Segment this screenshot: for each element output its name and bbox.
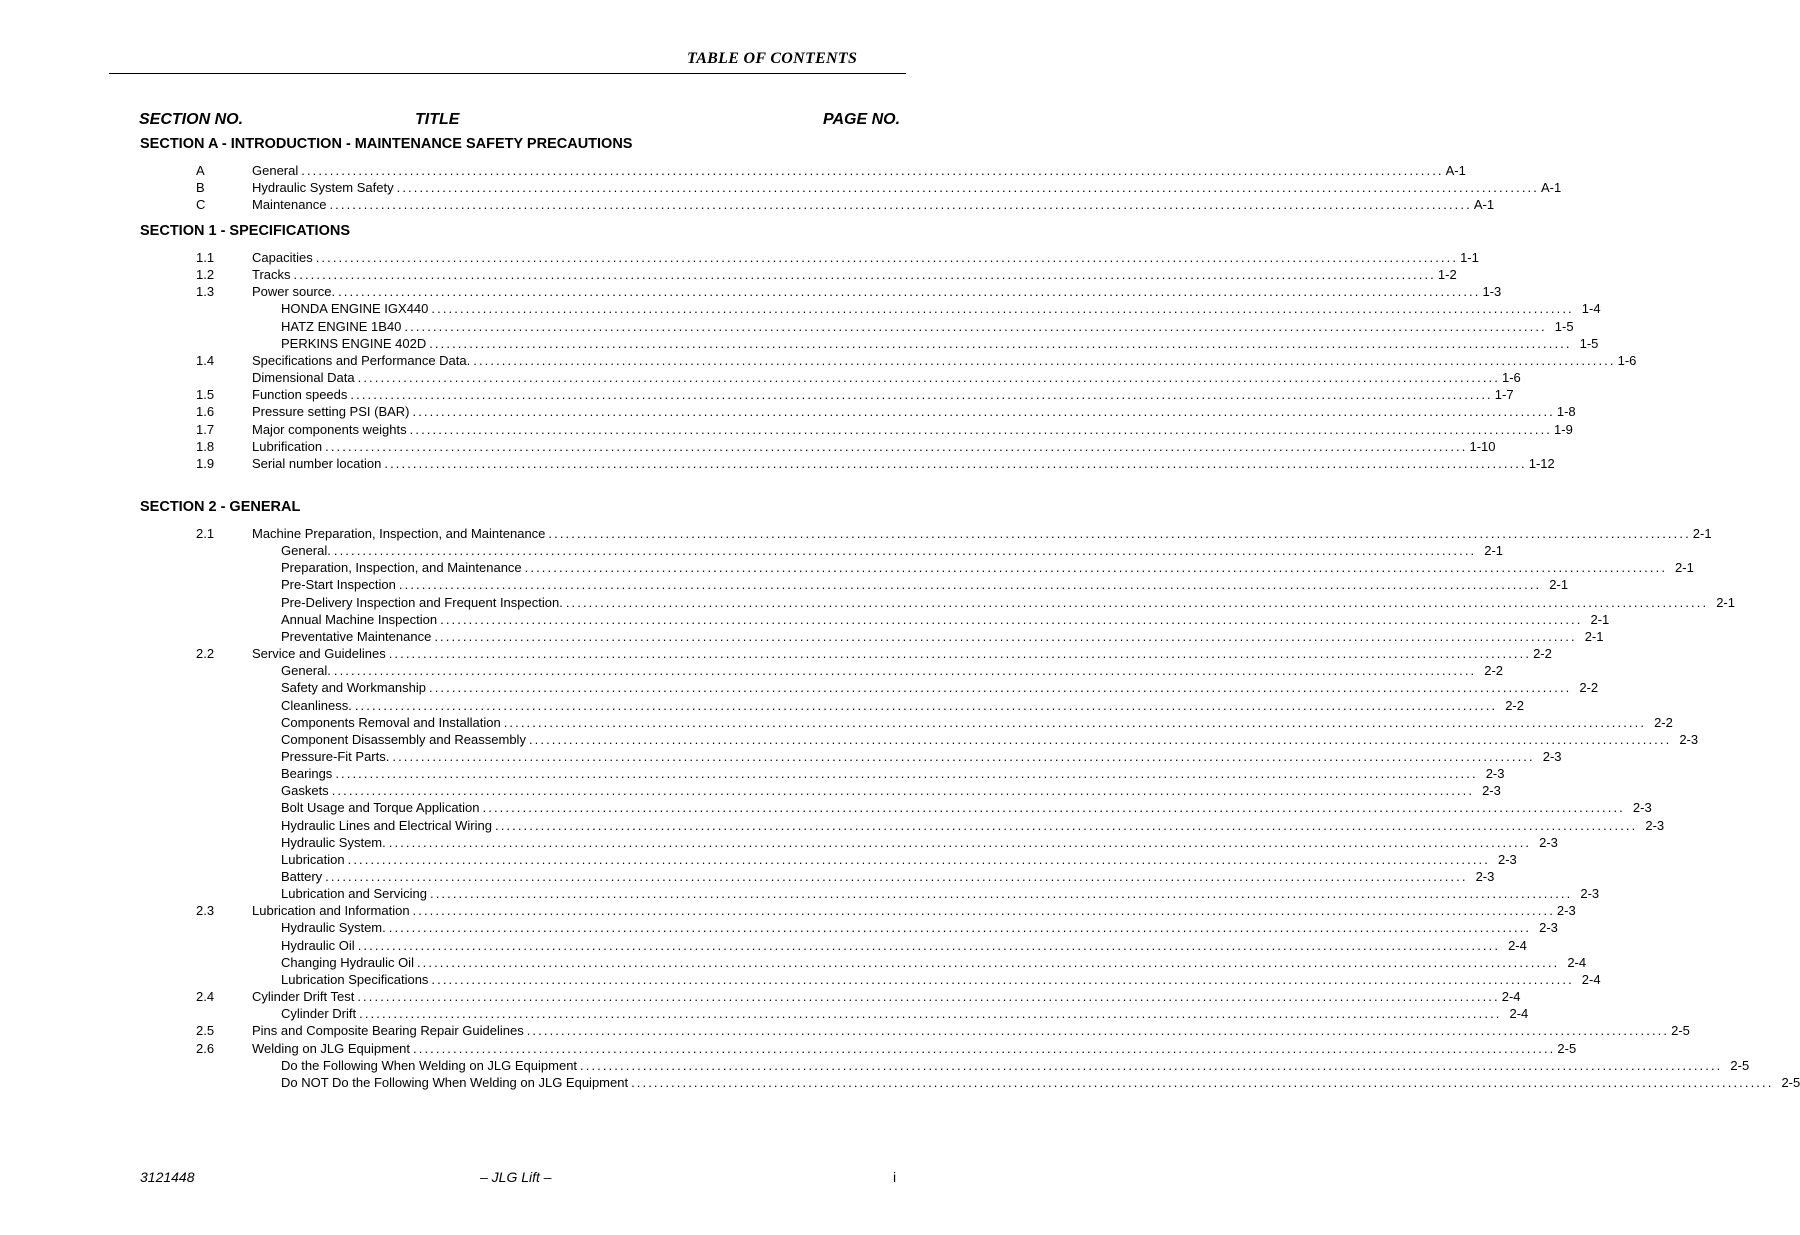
dot-leader: ........................................................................................................................................................................................................ bbox=[357, 370, 1500, 386]
toc-entry-page: 2-3 bbox=[1632, 800, 1652, 816]
toc-entry[interactable] bbox=[281, 318, 1574, 335]
dot-leader: ........................................................................................................................................................................................................ bbox=[301, 163, 1444, 178]
toc-entry-number: C bbox=[196, 197, 206, 213]
column-head-title: TITLE bbox=[415, 111, 460, 128]
toc-entry-title: Welding on JLG Equipment bbox=[252, 1040, 411, 1056]
toc-entry[interactable] bbox=[252, 1022, 1690, 1039]
dot-leader: ........................................................................................................................................................................................................ bbox=[429, 886, 1573, 902]
toc-entry-title: Maintenance bbox=[252, 197, 327, 213]
toc-entry[interactable] bbox=[252, 196, 1495, 213]
toc-entry-page: 1-4 bbox=[1581, 301, 1601, 317]
toc-entry-page: 2-2 bbox=[1533, 646, 1552, 662]
toc-entry[interactable] bbox=[252, 386, 1514, 403]
dot-leader: ........................................................................................................................................................................................................ bbox=[338, 284, 1481, 300]
toc-entry-page: 1-5 bbox=[1554, 318, 1574, 334]
dot-leader: ........................................................................................................................................................................................................ bbox=[409, 421, 1553, 437]
toc-entry-page: 2-3 bbox=[1497, 851, 1517, 867]
dot-leader: ........................................................................................................................................................................................................ bbox=[429, 680, 1572, 696]
dot-leader: ........................................................................................................................................................................................................ bbox=[384, 455, 1527, 471]
toc-entry[interactable] bbox=[252, 162, 1466, 179]
toc-entry-title: Cylinder Drift Test bbox=[252, 989, 355, 1005]
dot-leader: ........................................................................................................................................................................................................ bbox=[350, 387, 1493, 403]
toc-entry-title: Gaskets bbox=[281, 783, 329, 799]
dot-leader: ........................................................................................................................................................................................................ bbox=[494, 817, 1638, 833]
toc-entry[interactable] bbox=[252, 403, 1576, 420]
toc-entry-page: 1-8 bbox=[1556, 404, 1576, 420]
dot-leader: ........................................................................................................................................................................................................ bbox=[388, 834, 1532, 850]
toc-entry-number: 1.1 bbox=[196, 250, 215, 265]
toc-entry[interactable] bbox=[252, 249, 1479, 266]
toc-entry-title: Hydraulic System Safety bbox=[252, 180, 394, 196]
toc-entry-number: 2.5 bbox=[196, 1023, 215, 1039]
toc-entry-page: 2-1 bbox=[1675, 560, 1694, 576]
toc-entry[interactable] bbox=[252, 438, 1496, 455]
toc-entry-title: Hydraulic Lines and Electrical Wiring bbox=[281, 817, 492, 833]
toc-entry[interactable] bbox=[281, 834, 1558, 851]
toc-entry-page: 2-2 bbox=[1579, 680, 1599, 696]
toc-entry-number: 1.2 bbox=[196, 267, 215, 283]
toc-entry-title: Function speeds bbox=[252, 387, 348, 403]
dot-leader: ........................................................................................................................................................................................................ bbox=[404, 318, 1547, 334]
toc-entry[interactable] bbox=[252, 266, 1457, 283]
toc-entry-page: 2-5 bbox=[1557, 1040, 1577, 1056]
dot-leader: ........................................................................................................................................................................................................ bbox=[434, 628, 1577, 644]
toc-entry-title: Hydraulic Oil bbox=[281, 937, 355, 953]
toc-entry-title: Pre-Delivery Inspection and Frequent Inspection. bbox=[281, 594, 563, 610]
dot-leader: ........................................................................................................................................................................................................ bbox=[359, 1006, 1502, 1022]
toc-entry-page: 2-3 bbox=[1556, 903, 1576, 919]
toc-entry-title: Lubrication and Servicing bbox=[281, 886, 427, 902]
toc-entry[interactable] bbox=[281, 611, 1610, 628]
toc-entry-page: 1-12 bbox=[1528, 455, 1555, 471]
toc-entry-page: 2-2 bbox=[1505, 697, 1524, 713]
toc-entry-page: 1-6 bbox=[1501, 370, 1521, 386]
toc-entry-number: 1.3 bbox=[196, 284, 215, 300]
dot-leader: ........................................................................................................................................................................................................ bbox=[528, 731, 1672, 747]
toc-entry-page: 2-3 bbox=[1542, 748, 1562, 764]
dot-leader: ........................................................................................................................................................................................................ bbox=[357, 937, 1501, 953]
dot-leader: ........................................................................................................................................................................................................ bbox=[440, 611, 1583, 627]
toc-entry[interactable] bbox=[281, 594, 1735, 611]
toc-entry[interactable] bbox=[281, 731, 1699, 748]
toc-entry-title: Pressure setting PSI (BAR) bbox=[252, 404, 410, 420]
page-header-title: TABLE OF CONTENTS bbox=[687, 50, 858, 67]
toc-entry-page: 1-6 bbox=[1617, 352, 1637, 368]
toc-entry-title: Lubrification bbox=[252, 438, 323, 454]
toc-entry-page: 2-5 bbox=[1730, 1057, 1750, 1073]
toc-entry[interactable] bbox=[252, 352, 1637, 369]
toc-entry[interactable] bbox=[281, 628, 1604, 645]
toc-entry-title: Machine Preparation, Inspection, and Maintenance bbox=[252, 526, 546, 541]
toc-entry[interactable] bbox=[281, 697, 1524, 714]
toc-entry-title: Power source. bbox=[252, 284, 336, 300]
toc-entry-title: Preparation, Inspection, and Maintenance bbox=[281, 560, 522, 576]
toc-entry-title: Annual Machine Inspection bbox=[281, 611, 438, 627]
toc-entry-number: 1.9 bbox=[196, 455, 215, 471]
dot-leader: ........................................................................................................................................................................................................ bbox=[413, 1040, 1556, 1056]
toc-entry-page: 2-4 bbox=[1509, 1006, 1529, 1022]
toc-entry[interactable] bbox=[281, 937, 1527, 954]
dot-leader: ........................................................................................................................................................................................................ bbox=[329, 197, 1472, 213]
toc-entry[interactable] bbox=[281, 868, 1495, 885]
toc-entry[interactable] bbox=[281, 817, 1665, 834]
toc-entry-page: 2-3 bbox=[1645, 817, 1665, 833]
toc-entry-page: A-1 bbox=[1473, 197, 1495, 213]
toc-entry[interactable] bbox=[281, 782, 1501, 799]
toc-entry-page: 2-1 bbox=[1692, 526, 1712, 541]
toc-entry-page: 2-3 bbox=[1539, 834, 1558, 850]
toc-entry-title: Do the Following When Welding on JLG Equipment bbox=[281, 1057, 578, 1073]
column-head-section: SECTION NO. bbox=[139, 111, 244, 128]
toc-entry-title: Capacities bbox=[252, 250, 313, 265]
toc-entry-title: Serial number location bbox=[252, 455, 382, 471]
toc-entry-page: 2-3 bbox=[1679, 731, 1699, 747]
toc-entry[interactable] bbox=[281, 1057, 1750, 1074]
toc-entry-page: 1-10 bbox=[1469, 438, 1496, 454]
toc-entry-page: 2-3 bbox=[1475, 869, 1495, 884]
toc-entry[interactable] bbox=[252, 179, 1562, 196]
toc-entry-title: Components Removal and Installation bbox=[281, 714, 501, 730]
toc-entry[interactable] bbox=[252, 369, 1521, 386]
toc-entry-title: Lubrication and Information bbox=[252, 903, 410, 919]
toc-entry-page: 1-2 bbox=[1437, 267, 1457, 283]
toc-entry-title: General bbox=[252, 163, 299, 178]
toc-entry[interactable] bbox=[252, 421, 1573, 438]
toc-entry-title: Dimensional Data bbox=[252, 370, 355, 386]
toc-entry-page: 2-3 bbox=[1485, 766, 1505, 782]
dot-leader: ........................................................................................................................................................................................................ bbox=[331, 783, 1475, 799]
toc-entry[interactable] bbox=[281, 919, 1558, 936]
toc-entry[interactable] bbox=[252, 988, 1521, 1005]
dot-leader: ........................................................................................................................................................................................................ bbox=[412, 404, 1555, 420]
toc-entry-page: 2-1 bbox=[1716, 594, 1735, 610]
toc-entry[interactable] bbox=[281, 542, 1504, 559]
toc-entry-title: Major components weights bbox=[252, 421, 407, 437]
toc-entry-title: PERKINS ENGINE 402D bbox=[281, 335, 427, 351]
dot-leader: ........................................................................................................................................................................................................ bbox=[524, 560, 1668, 576]
toc-entry-number: 1.5 bbox=[196, 387, 215, 403]
toc-entry-number: 2.3 bbox=[196, 903, 215, 919]
toc-entry-title: Pre-Start Inspection bbox=[281, 577, 396, 593]
toc-entry[interactable] bbox=[281, 335, 1599, 352]
toc-entry-title: Changing Hydraulic Oil bbox=[281, 954, 414, 970]
toc-entry-title: Lubrication bbox=[281, 851, 345, 867]
toc-entry-number: 1.7 bbox=[196, 421, 215, 437]
dot-leader: ........................................................................................................................................................................................................ bbox=[396, 180, 1539, 196]
toc-entry[interactable] bbox=[281, 714, 1673, 731]
dot-leader: ........................................................................................................................................................................................................ bbox=[526, 1023, 1670, 1039]
dot-leader: ........................................................................................................................................................................................................ bbox=[293, 267, 1436, 283]
toc-entry[interactable] bbox=[252, 525, 1712, 542]
dot-leader: ........................................................................................................................................................................................................ bbox=[580, 1057, 1723, 1073]
toc-entry-page: 2-5 bbox=[1781, 1074, 1800, 1090]
dot-leader: ........................................................................................................................................................................................................ bbox=[333, 543, 1477, 559]
toc-entry-title: Service and Guidelines bbox=[252, 646, 386, 662]
toc-entry-page: 1-3 bbox=[1482, 284, 1502, 300]
footer-page-number: i bbox=[893, 1169, 897, 1185]
toc-entry-title: Battery bbox=[281, 869, 323, 884]
toc-entry[interactable] bbox=[281, 885, 1600, 902]
toc-entry-number: 2.6 bbox=[196, 1040, 215, 1056]
toc-entry-page: 2-4 bbox=[1508, 937, 1527, 953]
toc-entry-page: 2-1 bbox=[1549, 577, 1569, 593]
toc-entry-title: HONDA ENGINE IGX440 bbox=[281, 301, 429, 317]
toc-entry-page: 2-1 bbox=[1590, 611, 1610, 627]
dot-leader: ........................................................................................................................................................................................................ bbox=[325, 869, 1468, 884]
toc-entry[interactable] bbox=[281, 1074, 1800, 1091]
toc-entry-title: Cylinder Drift bbox=[281, 1006, 357, 1022]
column-head-page: PAGE NO. bbox=[823, 111, 901, 128]
toc-entry-title: Pressure-Fit Parts. bbox=[281, 748, 390, 764]
toc-entry-page: 2-4 bbox=[1567, 954, 1587, 970]
toc-entry-title: Safety and Workmanship bbox=[281, 680, 426, 696]
dot-leader: ........................................................................................................................................................................................................ bbox=[398, 577, 1542, 593]
dot-leader: ........................................................................................................................................................................................................ bbox=[412, 903, 1555, 919]
toc-entry-number: 1.4 bbox=[196, 352, 215, 368]
toc-entry-page: 2-4 bbox=[1501, 989, 1521, 1005]
dot-leader: ........................................................................................................................................................................................................ bbox=[354, 697, 1498, 713]
dot-leader: ........................................................................................................................................................................................................ bbox=[388, 646, 1532, 662]
toc-entry[interactable] bbox=[252, 645, 1552, 662]
toc-entry[interactable] bbox=[281, 748, 1562, 765]
toc-entry[interactable] bbox=[281, 559, 1694, 576]
dot-leader: ........................................................................................................................................................................................................ bbox=[631, 1074, 1774, 1090]
toc-entry-number: 2.4 bbox=[196, 989, 215, 1005]
toc-entry-page: 2-2 bbox=[1484, 663, 1504, 679]
toc-entry[interactable] bbox=[281, 799, 1652, 816]
toc-entry-number: B bbox=[196, 180, 205, 196]
toc-entry-title: Bearings bbox=[281, 766, 333, 782]
toc-entry-page: 2-3 bbox=[1482, 783, 1501, 799]
section-heading: SECTION A - INTRODUCTION - MAINTENANCE SAFETY PRECAUTIONS bbox=[140, 136, 633, 152]
dot-leader: ........................................................................................................................................................................................................ bbox=[503, 714, 1647, 730]
toc-entry-title: Component Disassembly and Reassembly bbox=[281, 731, 526, 747]
toc-entry[interactable] bbox=[252, 283, 1502, 300]
toc-entry[interactable] bbox=[281, 1005, 1529, 1022]
toc-entry-title: Bolt Usage and Torque Application bbox=[281, 800, 480, 816]
dot-leader: ........................................................................................................................................................................................................ bbox=[431, 301, 1574, 317]
toc-entry-number: 1.6 bbox=[196, 404, 215, 420]
toc-entry-number: A bbox=[196, 163, 205, 178]
toc-entry-title: Cleanliness. bbox=[281, 697, 352, 713]
toc-entry[interactable] bbox=[281, 851, 1517, 868]
toc-entry-page: A-1 bbox=[1540, 180, 1562, 196]
dot-leader: ........................................................................................................................................................................................................ bbox=[431, 971, 1574, 987]
toc-entry[interactable] bbox=[281, 576, 1569, 593]
toc-entry[interactable] bbox=[281, 971, 1601, 988]
toc-entry[interactable] bbox=[281, 765, 1505, 782]
toc-entry-number: 2.1 bbox=[196, 526, 215, 541]
section-heading: SECTION 2 - GENERAL bbox=[140, 499, 301, 515]
toc-entry-page: 1-1 bbox=[1460, 250, 1479, 265]
toc-entry-page: 1-7 bbox=[1494, 387, 1514, 403]
toc-entry-page: 2-4 bbox=[1581, 971, 1601, 987]
toc-entry[interactable] bbox=[281, 954, 1587, 971]
dot-leader: ........................................................................................................................................................................................................ bbox=[388, 920, 1532, 936]
section-heading: SECTION 1 - SPECIFICATIONS bbox=[140, 223, 351, 239]
dot-leader: ........................................................................................................................................................................................................ bbox=[357, 989, 1500, 1005]
toc-entry-page: 2-1 bbox=[1584, 628, 1604, 644]
dot-leader: ........................................................................................................................................................................................................ bbox=[473, 352, 1616, 368]
toc-entry-title: Specifications and Performance Data. bbox=[252, 352, 471, 368]
toc-entry[interactable] bbox=[281, 300, 1601, 317]
dot-leader: ........................................................................................................................................................................................................ bbox=[416, 954, 1560, 970]
toc-entry-number: 1.8 bbox=[196, 438, 215, 454]
toc-entry-page: 1-9 bbox=[1554, 421, 1573, 437]
toc-entry[interactable] bbox=[252, 1040, 1577, 1057]
footer-doc-number: 3121448 bbox=[140, 1169, 195, 1185]
toc-entry-title: Hydraulic System. bbox=[281, 834, 386, 850]
toc-entry-page: 2-5 bbox=[1671, 1023, 1690, 1039]
toc-entry-page: 1-5 bbox=[1579, 335, 1599, 351]
dot-leader: ........................................................................................................................................................................................................ bbox=[325, 438, 1468, 454]
footer-center-text: – JLG Lift – bbox=[480, 1169, 552, 1185]
toc-entry[interactable] bbox=[281, 662, 1504, 679]
toc-entry-page: 2-3 bbox=[1580, 886, 1600, 902]
toc-entry-number: 2.2 bbox=[196, 646, 215, 662]
toc-entry-title: Preventative Maintenance bbox=[281, 628, 432, 644]
dot-leader: ........................................................................................................................................................................................................ bbox=[335, 766, 1478, 782]
toc-entry-title: HATZ ENGINE 1B40 bbox=[281, 318, 402, 334]
toc-entry-title: Hydraulic System. bbox=[281, 920, 386, 936]
toc-entry-title: Lubrication Specifications bbox=[281, 971, 429, 987]
dot-leader: ........................................................................................................................................................................................................ bbox=[429, 335, 1572, 351]
toc-entry-title: Do NOT Do the Following When Welding on JLG Equipment bbox=[281, 1074, 629, 1090]
toc-entry-page: 2-1 bbox=[1484, 543, 1504, 559]
toc-entry-title: General. bbox=[281, 543, 331, 559]
toc-entry-page: 2-3 bbox=[1539, 920, 1558, 936]
dot-leader: ........................................................................................................................................................................................................ bbox=[347, 851, 1490, 867]
dot-leader: ........................................................................................................................................................................................................ bbox=[482, 800, 1625, 816]
dot-leader: ........................................................................................................................................................................................................ bbox=[315, 250, 1459, 265]
dot-leader: ........................................................................................................................................................................................................ bbox=[548, 526, 1691, 541]
toc-entry[interactable] bbox=[252, 902, 1576, 919]
toc-entry-page: 2-2 bbox=[1654, 714, 1673, 730]
toc-entry-title: General. bbox=[281, 663, 331, 679]
dot-leader: ........................................................................................................................................................................................................ bbox=[565, 594, 1709, 610]
dot-leader: ........................................................................................................................................................................................................ bbox=[392, 748, 1535, 764]
toc-entry[interactable] bbox=[281, 679, 1599, 696]
toc-entry-title: Tracks bbox=[252, 267, 291, 283]
toc-entry-title: Pins and Composite Bearing Repair Guidelines bbox=[252, 1023, 524, 1039]
toc-entry-page: A-1 bbox=[1445, 163, 1466, 178]
dot-leader: ........................................................................................................................................................................................................ bbox=[333, 663, 1477, 679]
toc-entry[interactable] bbox=[252, 455, 1555, 472]
